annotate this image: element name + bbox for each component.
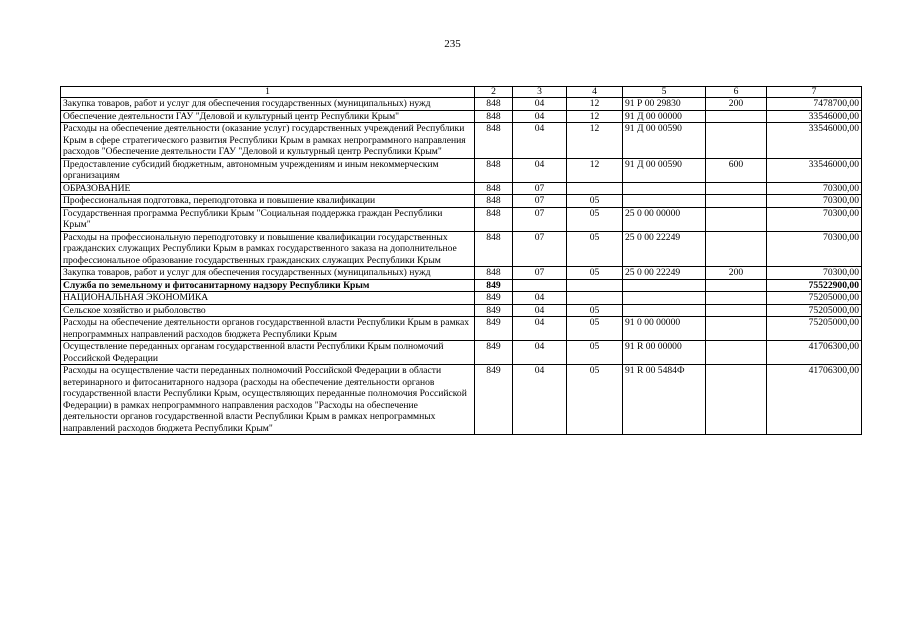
row-expense-type: 200 [706,267,767,280]
row-ved-code: 849 [475,304,513,317]
row-ved-code: 848 [475,98,513,111]
row-amount: 7478700,00 [767,98,862,111]
row-subsection-code: 05 [567,267,623,280]
row-amount: 33546000,00 [767,123,862,159]
table-row [61,317,862,341]
row-section-code: 04 [513,304,567,317]
row-name: Обеспечение деятельности ГАУ "Деловой и культурный центр Республики Крым" [61,110,475,123]
row-name: ОБРАЗОВАНИЕ [61,182,475,195]
row-amount: 33546000,00 [767,110,862,123]
row-ved-code: 848 [475,182,513,195]
row-expense-type [706,279,767,292]
row-amount: 75205000,00 [767,304,862,317]
row-ved-code: 849 [475,317,513,341]
table-row [61,182,862,195]
row-subsection-code: 05 [567,304,623,317]
row-section-code: 07 [513,231,567,267]
table-body [61,98,862,435]
header-cell-2: 2 [475,87,513,98]
row-section-code: 04 [513,341,567,365]
row-name: Профессиональная подготовка, переподготовка и повышение квалификации [61,195,475,208]
row-name: Закупка товаров, работ и услуг для обеспечения государственных (муниципальных) нужд [61,98,475,111]
page-number: 235 [444,38,461,50]
row-subsection-code: 05 [567,195,623,208]
row-name: Расходы на профессиональную переподготовку и повышение квалификации государственных гражданских служащих Республики Крым в рамках государственного заказа на дополнительное профессиональное образование государственных гражданских служащих Республики Крым [61,231,475,267]
row-name: Предоставление субсидий бюджетным, автономным учреждениям и иным некоммерческим организациям [61,158,475,182]
row-ved-code: 848 [475,267,513,280]
row-subsection-code: 05 [567,341,623,365]
row-amount: 70300,00 [767,231,862,267]
row-name: Закупка товаров, работ и услуг для обеспечения государственных (муниципальных) нужд [61,267,475,280]
table-row [61,365,862,435]
row-target-article: 91 Д 00 00000 [623,110,706,123]
header-cell-1: 1 [61,87,475,98]
header-cell-5: 5 [623,87,706,98]
row-expense-type [706,207,767,231]
row-expense-type [706,365,767,435]
row-target-article: 91 Р 00 29830 [623,98,706,111]
row-amount: 75522900,00 [767,279,862,292]
row-ved-code: 848 [475,195,513,208]
row-expense-type [706,231,767,267]
header-cell-4: 4 [567,87,623,98]
table-row [61,98,862,111]
row-expense-type [706,110,767,123]
budget-table [60,86,862,435]
row-ved-code: 848 [475,231,513,267]
row-amount: 41706300,00 [767,365,862,435]
table-row [61,123,862,159]
table-row [61,195,862,208]
row-ved-code: 849 [475,292,513,305]
table-row [61,231,862,267]
row-target-article [623,182,706,195]
row-name: НАЦИОНАЛЬНАЯ ЭКОНОМИКА [61,292,475,305]
row-subsection-code: 12 [567,110,623,123]
row-name: Расходы на обеспечение деятельности органов государственной власти Республики Крым в рамках непрограммных направлений расходов бюджета Республики Крым [61,317,475,341]
row-amount: 70300,00 [767,207,862,231]
row-target-article: 91 Д 00 00590 [623,123,706,159]
row-expense-type: 600 [706,158,767,182]
row-expense-type [706,292,767,305]
table-row [61,279,862,292]
row-amount: 70300,00 [767,182,862,195]
row-target-article [623,304,706,317]
row-target-article: 91 R 00 5484Ф [623,365,706,435]
row-section-code: 04 [513,292,567,305]
row-section-code: 07 [513,182,567,195]
header-cell-6: 6 [706,87,767,98]
row-target-article [623,195,706,208]
row-section-code [513,279,567,292]
row-ved-code: 848 [475,207,513,231]
row-ved-code: 848 [475,123,513,159]
row-subsection-code: 12 [567,98,623,111]
row-section-code: 04 [513,158,567,182]
row-target-article: 25 0 00 22249 [623,231,706,267]
row-name: Расходы на обеспечение деятельности (оказание услуг) государственных учреждений Республики Крым в сфере стратегического развития Республики Крым в рамках непрограммного направления расходов "Обеспечение деятельности ГАУ "Деловой и культурный центр Республики Крым" [61,123,475,159]
row-subsection-code: 05 [567,231,623,267]
row-name: Государственная программа Республики Крым "Социальная поддержка граждан Республики Крым" [61,207,475,231]
row-section-code: 07 [513,207,567,231]
row-target-article: 91 0 00 00000 [623,317,706,341]
row-expense-type [706,123,767,159]
row-target-article: 91 R 00 00000 [623,341,706,365]
row-expense-type [706,182,767,195]
row-expense-type [706,195,767,208]
row-amount: 41706300,00 [767,341,862,365]
row-target-article: 25 0 00 22249 [623,267,706,280]
row-target-article: 91 Д 00 00590 [623,158,706,182]
header-cell-3: 3 [513,87,567,98]
row-target-article: 25 0 00 00000 [623,207,706,231]
row-expense-type [706,317,767,341]
row-section-code: 07 [513,267,567,280]
row-section-code: 07 [513,195,567,208]
row-name: Сельское хозяйство и рыболовство [61,304,475,317]
row-ved-code: 849 [475,365,513,435]
table-row [61,304,862,317]
table-row [61,158,862,182]
row-subsection-code: 05 [567,317,623,341]
row-subsection-code: 12 [567,158,623,182]
row-expense-type [706,341,767,365]
row-amount: 75205000,00 [767,292,862,305]
table-row [61,292,862,305]
table-row [61,207,862,231]
table-header-row [61,87,862,98]
row-ved-code: 848 [475,110,513,123]
table-row [61,110,862,123]
table-row [61,267,862,280]
row-subsection-code [567,279,623,292]
row-ved-code: 848 [475,158,513,182]
row-expense-type [706,304,767,317]
row-section-code: 04 [513,110,567,123]
table-row [61,341,862,365]
row-amount: 70300,00 [767,195,862,208]
row-section-code: 04 [513,123,567,159]
row-ved-code: 849 [475,341,513,365]
header-cell-7: 7 [767,87,862,98]
row-target-article [623,292,706,305]
row-expense-type: 200 [706,98,767,111]
row-section-code: 04 [513,317,567,341]
row-amount: 33546000,00 [767,158,862,182]
row-subsection-code [567,292,623,305]
row-name: Расходы на осуществление части переданных полномочий Российской Федерации в области ветеринарного и фитосанитарного надзора (расходы на обеспечение деятельности органов государственной власти Республики Крым, осуществляющих переданные полномочия Российской Федерации) в рамках непрограммного направления расходов "Расходы на обеспечение деятельности органов государственной власти Республики Крым в рамках непрограммных направлений расходов бюджета Республики Крым" [61,365,475,435]
row-target-article [623,279,706,292]
row-name: Служба по земельному и фитосанитарному надзору Республики Крым [61,279,475,292]
row-subsection-code [567,182,623,195]
row-subsection-code: 12 [567,123,623,159]
row-name: Осуществление переданных органам государственной власти Республики Крым полномочий Российской Федерации [61,341,475,365]
row-amount: 70300,00 [767,267,862,280]
row-ved-code: 849 [475,279,513,292]
row-section-code: 04 [513,98,567,111]
row-amount: 75205000,00 [767,317,862,341]
row-subsection-code: 05 [567,365,623,435]
row-section-code: 04 [513,365,567,435]
row-subsection-code: 05 [567,207,623,231]
